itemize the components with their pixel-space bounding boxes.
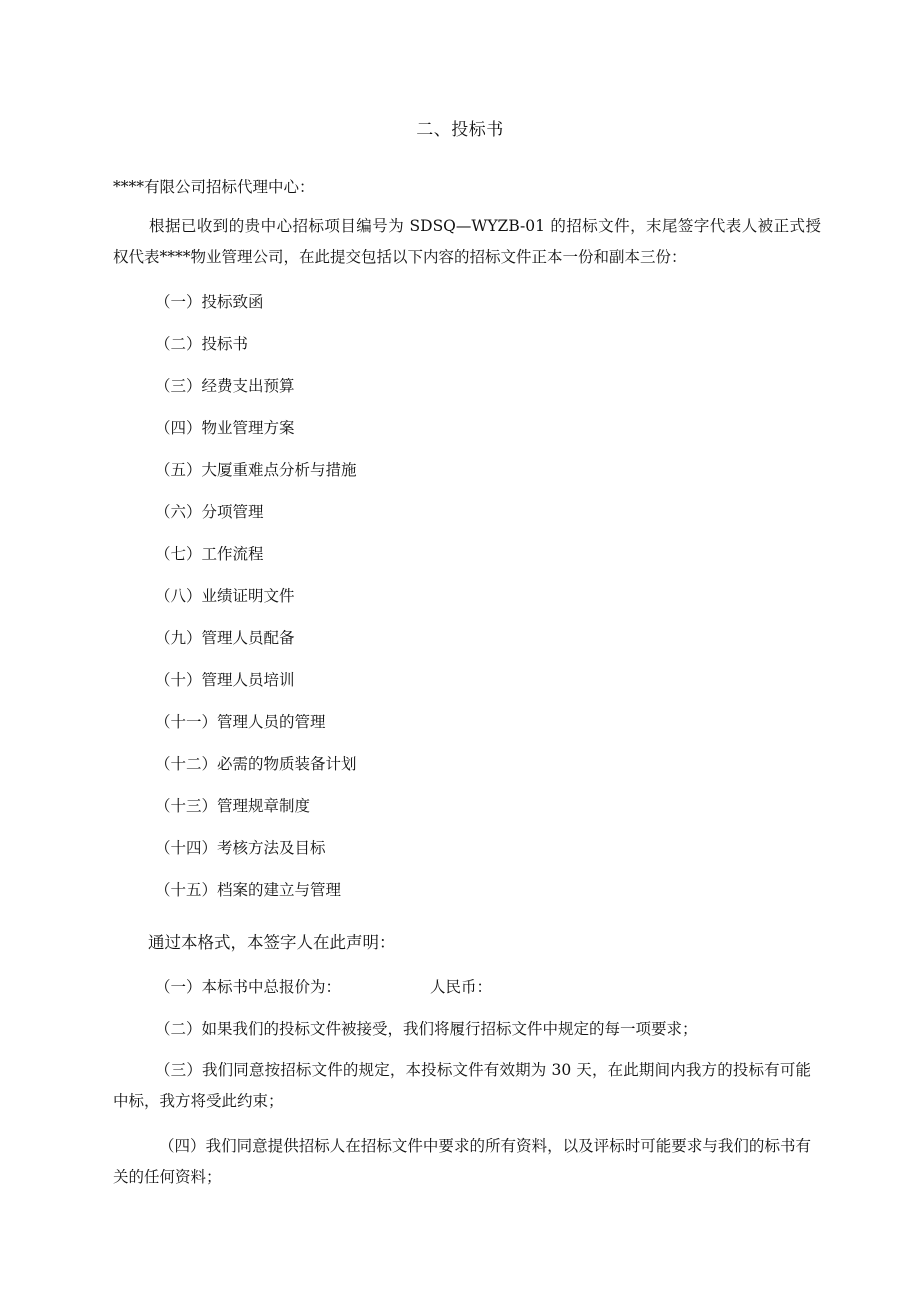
declaration-1-currency: 人民币： [430, 978, 493, 996]
contents-item-5: （五）大厦重难点分析与措施 [155, 461, 357, 479]
contents-item-9: （九）管理人员配备 [155, 629, 295, 647]
intro-paragraph: 根据已收到的贵中心招标项目编号为 SDSQ—WYZB-01 的招标文件，末尾签字代表人被正式授权代表****物业管理公司，在此提交包括以下内容的招标文件正本一份和副本三份： [113, 217, 821, 266]
addressee: ****有限公司招标代理中心： [113, 178, 315, 196]
declaration-3: （三）我们同意按招标文件的规定，本投标文件有效期为 30 天，在此期间内我方的投标有可能中标，我方将受此约束； [113, 1061, 811, 1110]
contents-item-13: （十三）管理规章制度 [155, 797, 311, 815]
contents-item-12: （十二）必需的物质装备计划 [155, 755, 357, 773]
contents-item-8: （八）业绩证明文件 [155, 587, 295, 605]
page-title: 二、投标书 [416, 120, 504, 140]
contents-item-11: （十一）管理人员的管理 [155, 713, 326, 731]
contents-item-1: （一）投标致函 [155, 293, 264, 311]
declaration-1-label: （一）本标书中总报价为： [155, 978, 342, 996]
contents-item-4: （四）物业管理方案 [155, 419, 295, 437]
contents-item-10: （十）管理人员培训 [155, 671, 295, 689]
declaration-4: （四）我们同意提供招标人在招标文件中要求的所有资料，以及评标时可能要求与我们的标书有关的任何资料； [113, 1137, 811, 1186]
contents-item-2: （二）投标书 [155, 335, 249, 353]
contents-item-7: （七）工作流程 [155, 545, 264, 563]
contents-item-6: （六）分项管理 [155, 503, 264, 521]
contents-item-3: （三）经费支出预算 [155, 377, 295, 395]
declaration-2: （二）如果我们的投标文件被接受，我们将履行招标文件中规定的每一项要求； [155, 1020, 698, 1038]
declaration-intro: 通过本格式，本签字人在此声明： [148, 933, 396, 952]
contents-item-14: （十四）考核方法及目标 [155, 839, 326, 857]
contents-item-15: （十五）档案的建立与管理 [155, 881, 342, 899]
